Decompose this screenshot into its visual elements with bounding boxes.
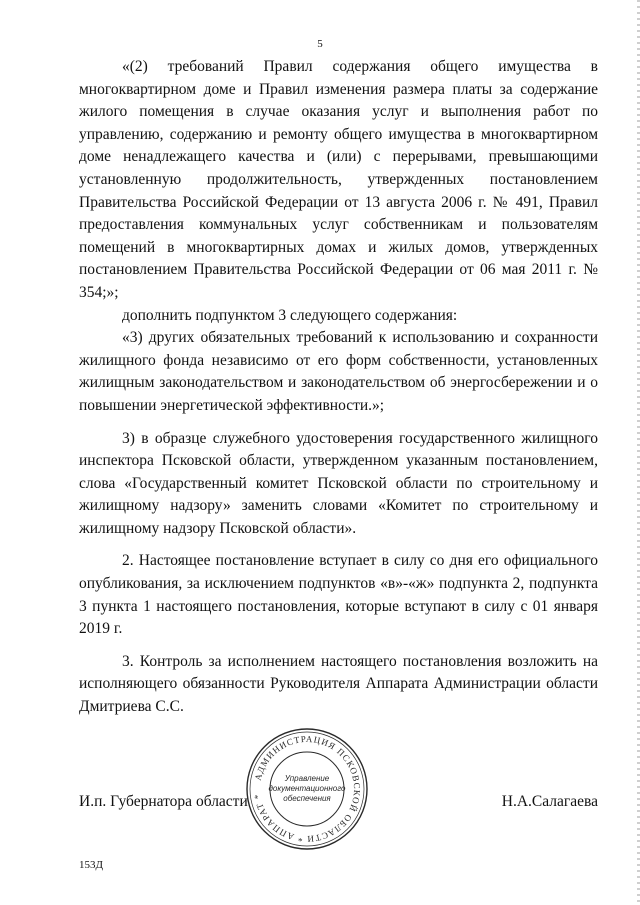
stamp-line-1: Управление [284,774,330,783]
paragraph-subclause-3: «3) других обязательных требований к использованию и сохранности жилищного фонда независимо от его форм собственности, установленных жилищным законодательством и законодательством об энергосбережении и о повышении энергетической эффективности.»; [79,329,598,414]
page-number: 5 [317,38,323,50]
signer-title: И.п. Губернатора области [79,793,248,810]
document-body [79,56,598,719]
document-code: 153Д [79,859,104,871]
paragraph-control: 3. Контроль за исполнением настоящего постановления возложить на исполняющего обязанности Руководителя Аппарата Администрации области Дмитриева С.С. [79,652,598,716]
paragraph-certificate-change: 3) в образце служебного удостоверения государственного жилищного инспектора Псковской области, утвержденном указанным постановлением, слова «Государственный комитет Псковской области по строительному и жилищному надзору» заменить словами «Комитет по строительному и жилищному надзору Псковской области». [79,429,598,537]
stamp-line-2: документационного [268,784,346,793]
stamp-line-3: обеспечения [283,794,331,803]
stamp-ring-text: АДМИНИСТРАЦИЯ ПСКОВСКОЙ ОБЛАСТИ * АППАРАТ * [252,733,363,845]
paragraph-amendment-2: «(2) требований Правил содержания общего имущества в многоквартирном доме и Правил изменения размера платы за содержание жилого помещения в случае оказания услуг и выполнения работ по управлению, содержанию и ремонту общего имущества в многоквартирном доме ненадлежащего качества и (или) с перерывами, превышающими установленную продолжительность, утвержденных постановлением Правительства Российской Федерации от 13 августа 2006 г. № 491, Правил предоставления коммунальных услуг собственникам и пользователям помещений в многоквартирных домах и жилых домов, утвержденных постановлением Правительства Российской Федерации от 06 мая 2011 г. № 354;»; [79,58,598,301]
paragraph-entry-into-force: 2. Настоящее постановление вступает в силу со дня его официального опубликования, за исключением подпунктов «в»-«ж» подпункта 2, подпункта 3 пункта 1 настоящего постановления, которые вступают в силу с 01 января 2019 г. [79,552,598,638]
official-stamp [244,726,370,852]
paragraph-supplement-intro: дополнить подпунктом 3 следующего содержания: [122,306,458,324]
signer-name: Н.А.Салагаева [501,793,598,810]
